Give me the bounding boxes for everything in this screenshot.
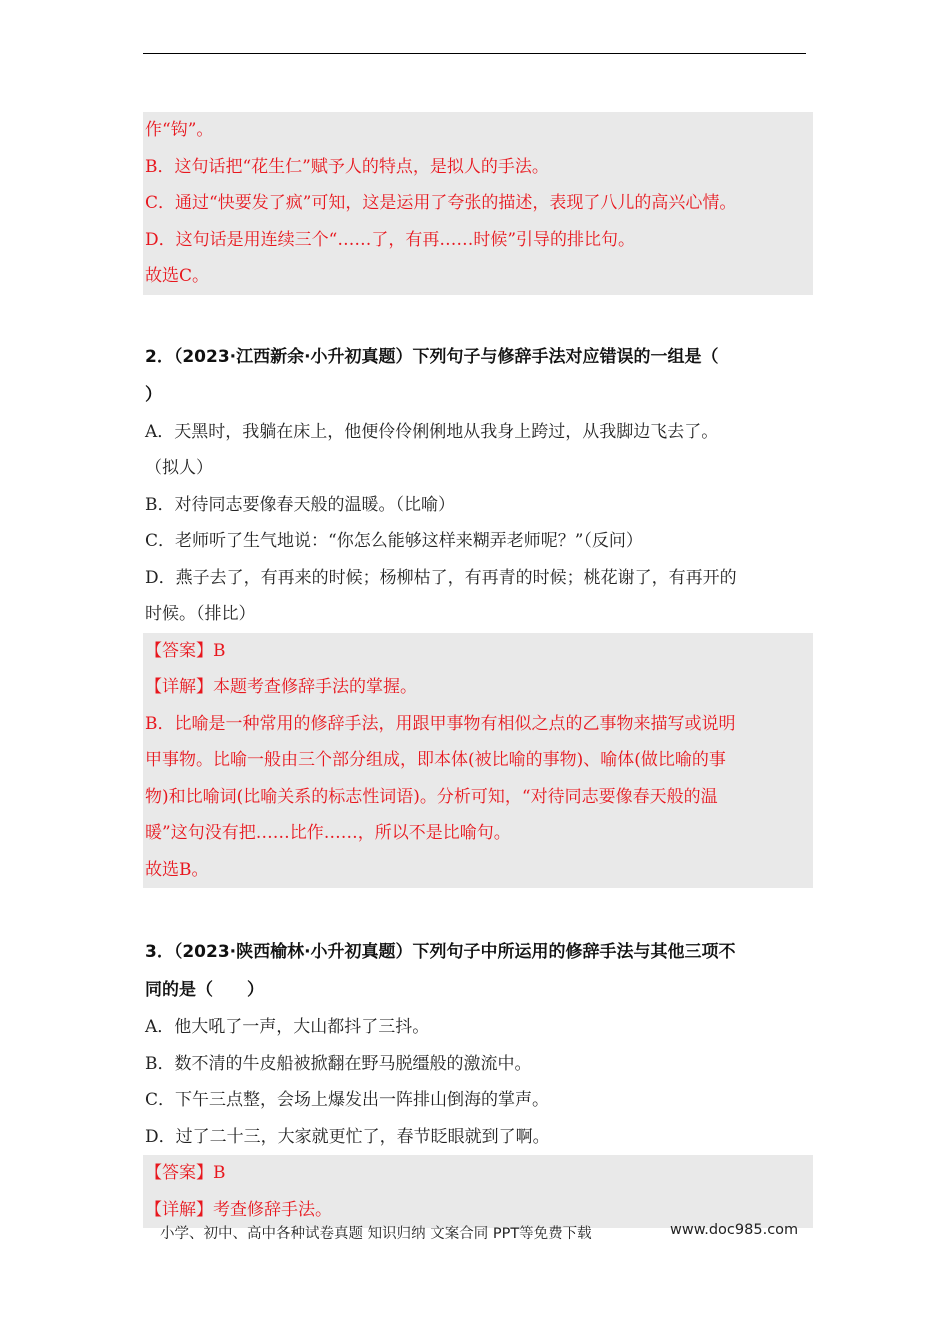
section1-answer-block [143,112,813,295]
analysis-line: B．比喻是一种常用的修辞手法，用跟甲事物有相似之点的乙事物来描写或说明 [145,713,736,734]
option-d: 时候。（排比） [145,604,256,624]
footer-url[interactable]: www.doc985.com [670,1222,799,1238]
option-d: D．燕子去了，有再来的时候；杨柳枯了，有再青的时候；桃花谢了，有再开的 [145,567,737,588]
option-a: A．他大吼了一声，大山都抖了三抖。 [145,1017,430,1037]
answer-label: 【答案】B [145,1163,226,1183]
question-title: 3．（2023·陕西榆林·小升初真题）下列句子中所运用的修辞手法与其他三项不 [145,942,736,962]
detail-label: 【详解】本题考查修辞手法的掌握。 [145,677,417,697]
option-b: B．数不清的牛皮船被掀翻在野马脱缰般的激流中。 [145,1053,532,1074]
question-title: 2．（2023·江西新余·小升初真题）下列句子与修辞手法对应错误的一组是（ [145,346,719,367]
option-b: B．对待同志要像春天般的温暖。（比喻） [145,494,455,515]
conclusion: 故选C。 [145,266,210,286]
document-body [143,112,813,1228]
question-3 [143,933,813,1228]
question3-answer-block [143,1155,813,1228]
option-d: D．过了二十三，大家就更忙了，春节眨眼就到了啊。 [145,1126,550,1147]
option-c: C．下午三点整，会场上爆发出一阵排山倒海的掌声。 [145,1090,550,1110]
explanation-line: D．这句话是用连续三个“……了，有再……时候”引导的排比句。 [145,229,636,250]
question-2 [143,338,813,889]
footer-text: 小学、初中、高中各种试卷真题 知识归纳 文案合同 PPT等免费下载 [160,1226,592,1242]
answer-label: 【答案】B [145,640,226,661]
header-rule [143,53,806,54]
explanation-line: B．这句话把“花生仁”赋予人的特点，是拟人的手法。 [145,156,549,177]
option-c: C．老师听了生气地说：“你怎么能够这样来糊弄老师呢？”（反问） [145,531,643,551]
explanation-line: C．通过“快要发了疯”可知，这是运用了夸张的描述，表现了八儿的高兴心情。 [145,193,737,213]
question-title: 同的是（ ） [145,980,264,1000]
question-title: ） [145,384,162,405]
question2-answer-block [143,633,813,889]
option-a: （拟人） [145,458,213,478]
detail-label: 【详解】考查修辞手法。 [145,1199,332,1220]
conclusion: 故选B。 [145,859,209,880]
analysis-line: 物)和比喻词(比喻关系的标志性词语)。分析可知，“对待同志要像春天般的温 [145,786,718,807]
explanation-line: 作“钩”。 [145,120,214,140]
option-a: A．天黑时，我躺在床上，他便伶伶俐俐地从我身上跨过，从我脚边飞去了。 [145,421,719,442]
analysis-line: 甲事物。比喻一般由三个部分组成，即本体(被比喻的事物)、喻体(做比喻的事 [145,750,726,770]
analysis-line: 暖”这句没有把……比作……，所以不是比喻句。 [145,823,511,843]
page-footer [160,1222,800,1243]
